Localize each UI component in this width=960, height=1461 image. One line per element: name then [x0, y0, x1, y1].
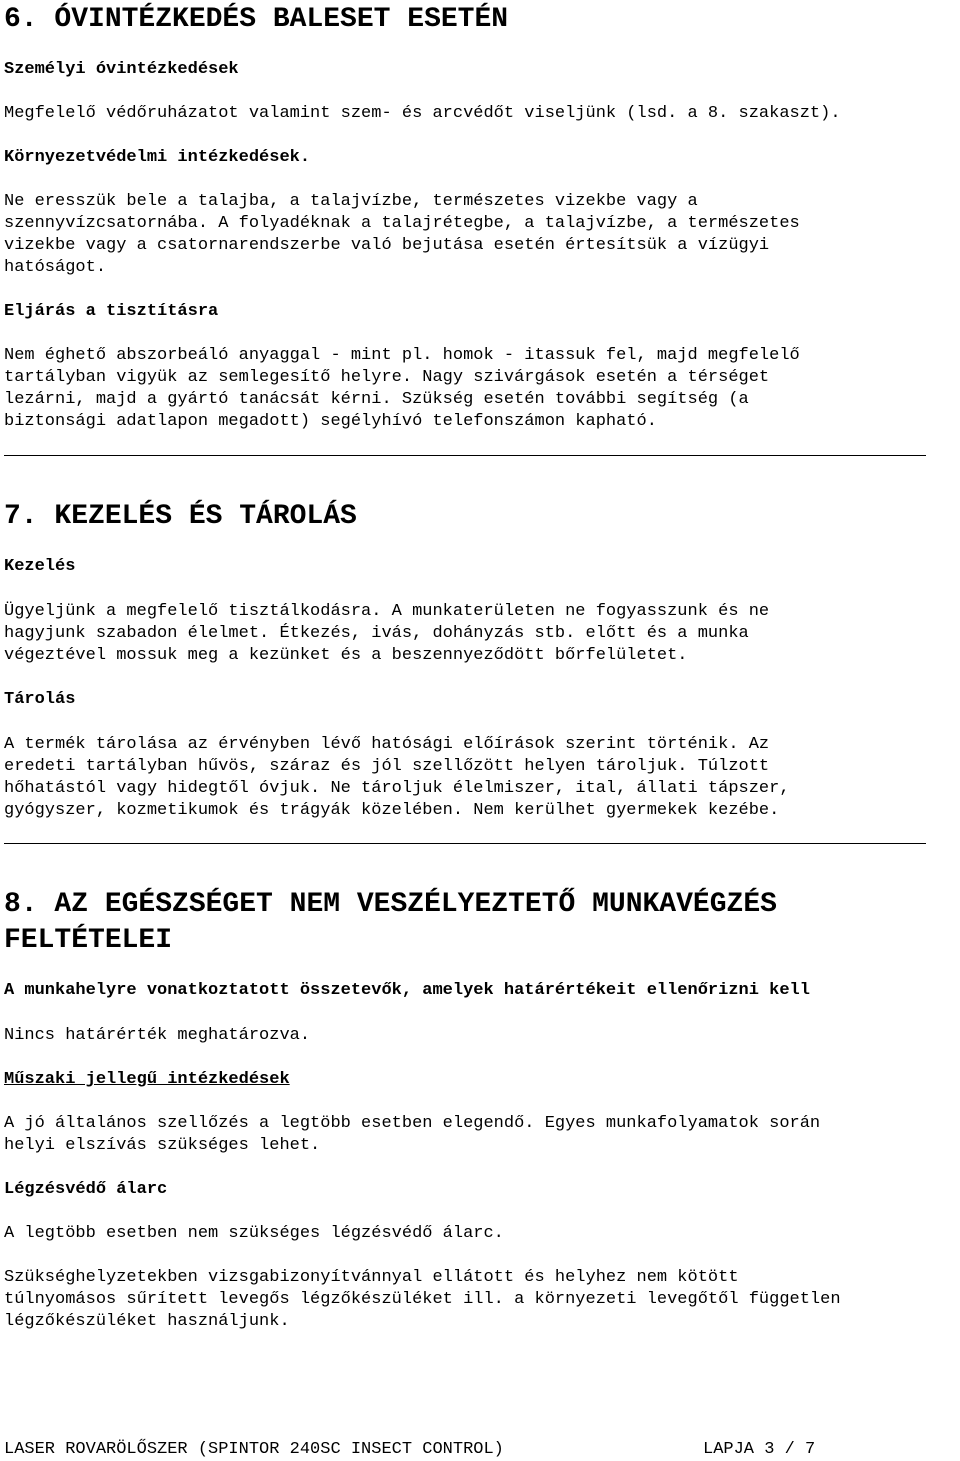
handling-text-line: hagyjunk szabadon élelmet. Étkezés, ivás, dohányzás stb. előtt és a munka [4, 624, 749, 643]
section-divider [4, 455, 926, 456]
handling-title: Kezelés [4, 557, 76, 576]
cleanup-text-line: biztonsági adatlapon megadott) segélyhívó telefonszámon kapható. [4, 412, 657, 431]
technical-measures-text-line: helyi elszívás szükséges lehet. [4, 1136, 321, 1155]
handling-text-line: végeztével mossuk meg a kezünket és a beszennyeződött bőrfelületet. [4, 646, 688, 665]
technical-measures-text-line: A jó általános szellőzés a legtöbb esetben elegendő. Egyes munkafolyamatok során [4, 1114, 821, 1133]
cleanup-text-line: Nem éghető abszorbeáló anyaggal - mint pl. homok - itassuk fel, majd megfelelő [4, 346, 800, 365]
emergency-text-line: légzőkészüléket használjunk. [4, 1312, 290, 1331]
personal-precautions-title: Személyi óvintézkedések [4, 60, 239, 79]
environmental-text-line: hatóságot. [4, 258, 107, 277]
emergency-text-line: Szükséghelyzetekben vizsgabizonyítvánnyal ellátott és helyhez nem kötött [4, 1268, 739, 1287]
section-divider [4, 843, 926, 844]
section-8-heading-continued: FELTÉTELEI [4, 925, 173, 956]
storage-text-line: eredeti tartályban hűvös, száraz és jól szellőzött helyen tároljuk. Túlzott [4, 757, 770, 776]
environmental-text-line: szennyvízcsatornába. A folyadéknak a talajrétegbe, a talajvízbe, a természetes [4, 214, 800, 233]
emergency-text-line: túlnyomásos sűrített levegős légzőkészüléket ill. a környezeti levegőtől független [4, 1290, 841, 1309]
technical-measures-title: Műszaki jellegű intézkedések [4, 1070, 290, 1089]
environmental-text-line: Ne eresszük bele a talajba, a talajvízbe, természetes vizekbe vagy a [4, 192, 698, 211]
section-8-heading: 8. AZ EGÉSZSÉGET NEM VESZÉLYEZTETŐ MUNKAVÉGZÉS [4, 889, 777, 920]
storage-title: Tárolás [4, 690, 76, 709]
footer-product-name: LASER ROVARÖLŐSZER (SPINTOR 240SC INSECT CONTROL) [4, 1440, 504, 1459]
respirator-title: Légzésvédő álarc [4, 1180, 168, 1199]
storage-text-line: A termék tárolása az érvényben lévő hatósági előírások szerint történik. Az [4, 735, 770, 754]
environmental-measures-title: Környezetvédelmi intézkedések. [4, 148, 311, 167]
handling-text-line: Ügyeljünk a megfelelő tisztálkodásra. A munkaterületen ne fogyasszunk és ne [4, 602, 770, 621]
cleanup-text-line: lezárni, majd a gyártó tanácsát kérni. Szükség esetén további segítség (a [4, 390, 749, 409]
section-7-heading: 7. KEZELÉS ÉS TÁROLÁS [4, 501, 357, 532]
personal-precautions-text: Megfelelő védőruházatot valamint szem- és arcvédőt viseljünk (lsd. a 8. szakaszt). [4, 104, 841, 123]
exposure-limits-title: A munkahelyre vonatkoztatott összetevők, amelyek határértékeit ellenőrizni kell [4, 981, 810, 1000]
environmental-text-line: vizekbe vagy a csatornarendszerbe való bejutása esetén értesítsük a vízügyi [4, 236, 770, 255]
section-6-heading: 6. ÓVINTÉZKEDÉS BALESET ESETÉN [4, 4, 509, 35]
storage-text-line: hőhatástól vagy hidegtől óvjuk. Ne tároljuk élelmiszer, ital, állati tápszer, [4, 779, 790, 798]
footer-page-number: LAPJA 3 / 7 [703, 1440, 816, 1459]
cleanup-procedure-title: Eljárás a tisztításra [4, 302, 219, 321]
cleanup-text-line: tartályban vigyük az semlegesítő helyre. Nagy szivárgások esetén a térséget [4, 368, 770, 387]
respirator-text: A legtöbb esetben nem szükséges légzésvédő álarc. [4, 1224, 504, 1243]
storage-text-line: gyógyszer, kozmetikumok és trágyák közelében. Nem kerülhet gyermekek kezébe. [4, 801, 780, 820]
exposure-limits-text: Nincs határérték meghatározva. [4, 1026, 311, 1045]
